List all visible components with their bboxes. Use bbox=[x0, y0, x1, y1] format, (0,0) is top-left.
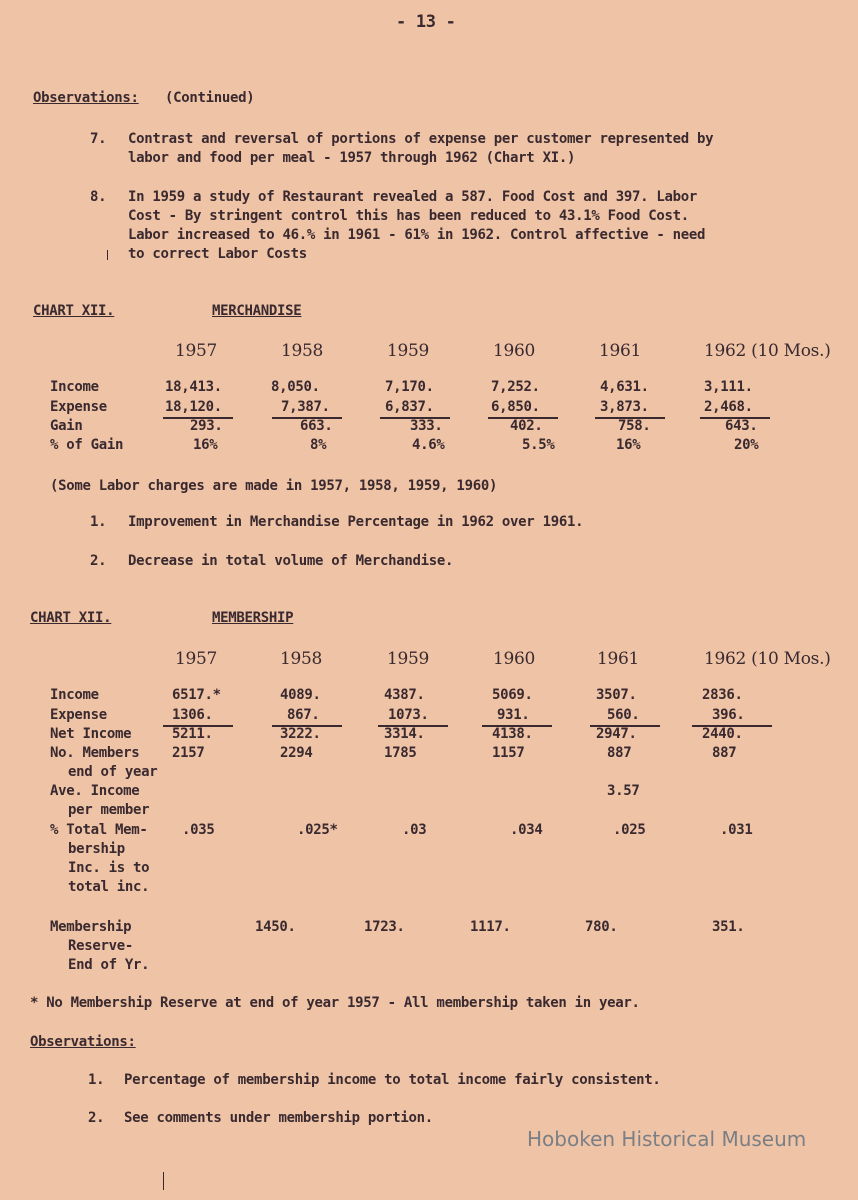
obs-item-line: to correct Labor Costs bbox=[128, 246, 307, 262]
merch-note: (Some Labor charges are made in 1957, 1958, 1959, 1960) bbox=[50, 478, 498, 494]
member-title: MEMBERSHIP bbox=[212, 610, 294, 626]
final-item-text: Percentage of membership income to total income fairly consistent. bbox=[124, 1072, 661, 1088]
member-cell: .035 bbox=[182, 822, 215, 838]
merch-cell: 2,468. bbox=[704, 399, 753, 415]
member-year: 1957 bbox=[175, 649, 218, 669]
member-cell: 5211. bbox=[172, 726, 213, 742]
member-cell: 3.57 bbox=[607, 783, 640, 799]
museum-watermark: Hoboken Historical Museum bbox=[527, 1127, 807, 1151]
page-number: - 13 - bbox=[396, 12, 456, 32]
member-cell: 867. bbox=[287, 707, 320, 723]
obs-item-line: Cost - By stringent control this has been reduced to 43.1% Food Cost. bbox=[128, 208, 689, 224]
member-cell: 887 bbox=[607, 745, 632, 761]
final-item-number: 1. bbox=[88, 1072, 105, 1088]
member-cell: 1157 bbox=[492, 745, 525, 761]
member-cell: 3314. bbox=[384, 726, 425, 742]
member-cell: 780. bbox=[585, 919, 618, 935]
merch-item-number: 2. bbox=[90, 553, 107, 569]
member-year: 1962 (10 Mos.) bbox=[704, 649, 831, 669]
member-cell: 4089. bbox=[280, 687, 321, 703]
merch-cell: 663. bbox=[300, 418, 333, 434]
member-cell: 887 bbox=[712, 745, 737, 761]
member-row-label: Reserve- bbox=[68, 938, 134, 954]
merch-cell: 5.5% bbox=[522, 437, 555, 453]
merch-row-label: Gain bbox=[50, 418, 83, 434]
member-cell: 6517.* bbox=[172, 687, 221, 703]
member-cell: 1073. bbox=[388, 707, 429, 723]
merch-item-text: Improvement in Merchandise Percentage in 1962 over 1961. bbox=[128, 514, 584, 530]
member-cell: 1306. bbox=[172, 707, 213, 723]
member-cell: 3222. bbox=[280, 726, 321, 742]
merch-cell: 4.6% bbox=[412, 437, 445, 453]
merch-year: 1962 (10 Mos.) bbox=[704, 341, 831, 361]
merch-cell: 293. bbox=[190, 418, 223, 434]
final-item-text: See comments under membership portion. bbox=[124, 1110, 433, 1126]
member-footnote: * No Membership Reserve at end of year 1957 - All membership taken in year. bbox=[30, 995, 640, 1011]
merch-cell: 3,111. bbox=[704, 379, 753, 395]
member-cell: 2836. bbox=[702, 687, 743, 703]
obs-item-line: Labor increased to 46.% in 1961 - 61% in 1962. Control affective - need bbox=[128, 227, 706, 243]
merch-year: 1959 bbox=[387, 341, 430, 361]
member-row-label: bership bbox=[68, 841, 125, 857]
merch-year: 1961 bbox=[599, 341, 642, 361]
member-cell: 2294 bbox=[280, 745, 313, 761]
member-chart-label: CHART XII. bbox=[30, 610, 112, 626]
member-cell: 560. bbox=[607, 707, 640, 723]
member-cell: .025* bbox=[297, 822, 338, 838]
merch-year: 1957 bbox=[175, 341, 218, 361]
member-cell: 931. bbox=[497, 707, 530, 723]
member-cell: 1117. bbox=[470, 919, 511, 935]
member-cell: .034 bbox=[510, 822, 543, 838]
merch-row-label: Expense bbox=[50, 399, 107, 415]
merch-cell: 402. bbox=[510, 418, 543, 434]
merch-cell: 333. bbox=[410, 418, 443, 434]
member-row-label: End of Yr. bbox=[68, 957, 150, 973]
merch-cell: 18,120. bbox=[165, 399, 222, 415]
member-cell: .031 bbox=[720, 822, 753, 838]
merch-cell: 6,837. bbox=[385, 399, 434, 415]
member-row-label: total inc. bbox=[68, 879, 150, 895]
member-cell: 4387. bbox=[384, 687, 425, 703]
member-row-label: per member bbox=[68, 802, 150, 818]
member-cell: 4138. bbox=[492, 726, 533, 742]
member-cell: 2947. bbox=[596, 726, 637, 742]
member-row-label: Net Income bbox=[50, 726, 132, 742]
member-row-label: Ave. Income bbox=[50, 783, 140, 799]
obs-item-line: In 1959 a study of Restaurant revealed a 587. Food Cost and 397. Labor bbox=[128, 189, 698, 205]
merch-chart-label: CHART XII. bbox=[33, 303, 115, 319]
pen-mark bbox=[107, 250, 108, 260]
member-year: 1960 bbox=[493, 649, 536, 669]
merch-cell: 6,850. bbox=[491, 399, 540, 415]
member-cell: 1450. bbox=[255, 919, 296, 935]
member-year: 1959 bbox=[387, 649, 430, 669]
obs-item-number: 8. bbox=[90, 189, 107, 205]
member-cell: .025 bbox=[613, 822, 646, 838]
member-row-label: Income bbox=[50, 687, 99, 703]
pen-mark bbox=[163, 1172, 164, 1190]
obs-item-line: Contrast and reversal of portions of expense per customer represented by bbox=[128, 131, 714, 147]
merch-cell: 18,413. bbox=[165, 379, 222, 395]
merch-year: 1958 bbox=[281, 341, 324, 361]
merch-item-number: 1. bbox=[90, 514, 107, 530]
member-cell: .03 bbox=[402, 822, 427, 838]
member-cell: 3507. bbox=[596, 687, 637, 703]
member-cell: 2157 bbox=[172, 745, 205, 761]
merch-year: 1960 bbox=[493, 341, 536, 361]
member-row-label: Expense bbox=[50, 707, 107, 723]
member-cell: 2440. bbox=[702, 726, 743, 742]
member-row-label: Membership bbox=[50, 919, 132, 935]
merch-row-label: % of Gain bbox=[50, 437, 124, 453]
merch-row-label: Income bbox=[50, 379, 99, 395]
member-cell: 351. bbox=[712, 919, 745, 935]
merch-cell: 4,631. bbox=[600, 379, 649, 395]
merch-cell: 7,170. bbox=[385, 379, 434, 395]
member-cell: 1723. bbox=[364, 919, 405, 935]
merch-cell: 8% bbox=[310, 437, 327, 453]
merch-cell: 7,387. bbox=[281, 399, 330, 415]
observations-heading: Observations: bbox=[33, 90, 139, 106]
member-cell: 1785 bbox=[384, 745, 417, 761]
merch-cell: 3,873. bbox=[600, 399, 649, 415]
merch-cell: 8,050. bbox=[271, 379, 320, 395]
merch-cell: 16% bbox=[193, 437, 218, 453]
obs-item-line: labor and food per meal - 1957 through 1962 (Chart XI.) bbox=[128, 150, 576, 166]
merch-cell: 20% bbox=[734, 437, 759, 453]
merch-cell: 643. bbox=[725, 418, 758, 434]
member-row-label: Inc. is to bbox=[68, 860, 150, 876]
observations-continued: (Continued) bbox=[165, 90, 255, 106]
obs-item-number: 7. bbox=[90, 131, 107, 147]
member-row-label: % Total Mem- bbox=[50, 822, 148, 838]
member-row-label: end of year bbox=[68, 764, 158, 780]
member-cell: 5069. bbox=[492, 687, 533, 703]
member-row-label: No. Members bbox=[50, 745, 140, 761]
member-year: 1958 bbox=[280, 649, 323, 669]
member-year: 1961 bbox=[597, 649, 640, 669]
merch-title: MERCHANDISE bbox=[212, 303, 302, 319]
merch-cell: 7,252. bbox=[491, 379, 540, 395]
final-item-number: 2. bbox=[88, 1110, 105, 1126]
merch-cell: 758. bbox=[618, 418, 651, 434]
final-observations-heading: Observations: bbox=[30, 1034, 136, 1050]
merch-item-text: Decrease in total volume of Merchandise. bbox=[128, 553, 454, 569]
member-cell: 396. bbox=[712, 707, 745, 723]
merch-cell: 16% bbox=[616, 437, 641, 453]
